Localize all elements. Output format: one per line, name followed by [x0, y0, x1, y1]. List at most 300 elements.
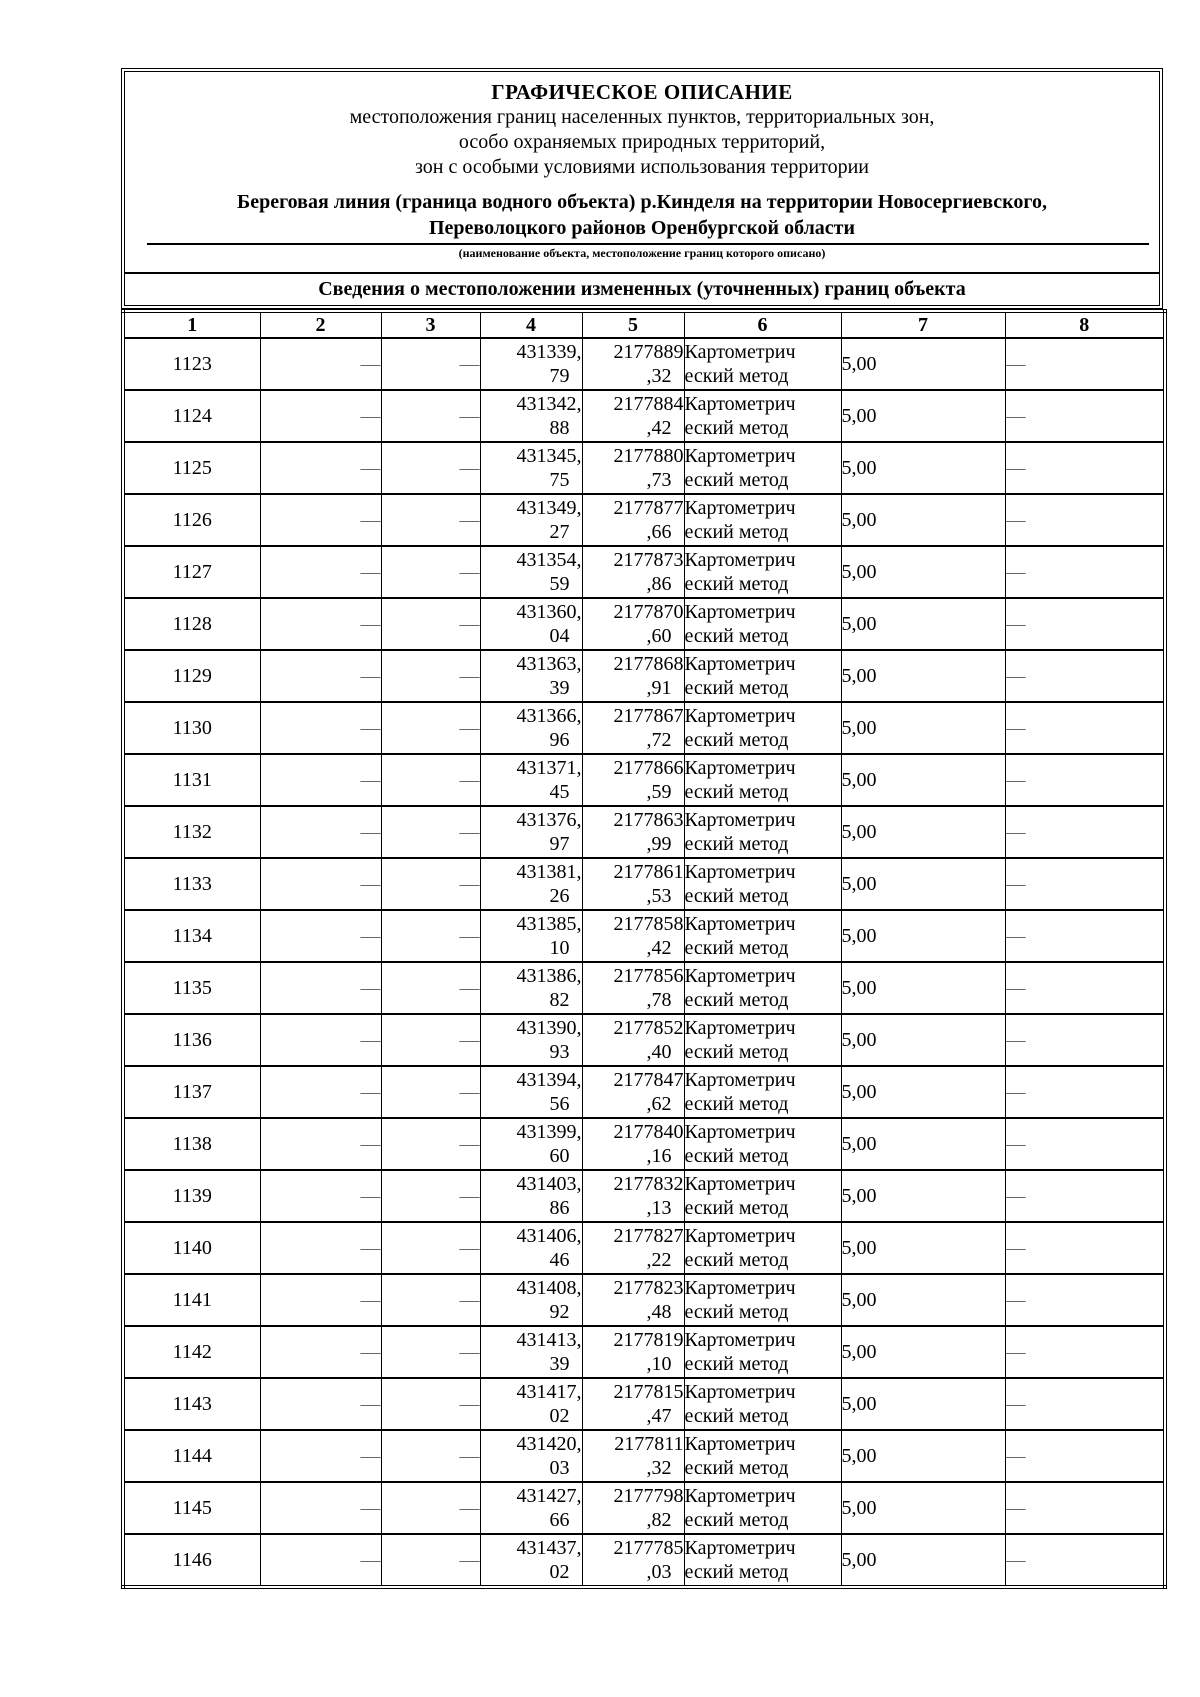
empty-dash-cell: — [1005, 754, 1165, 806]
method-cell [684, 910, 841, 962]
method-line1: Картометрич [684, 1277, 796, 1299]
x-coordinate-line2: 04 [549, 625, 570, 647]
method-cell [684, 546, 841, 598]
y-coordinate-line1: 2177852 [613, 1017, 684, 1039]
x-coordinate-line2: 86 [549, 1197, 570, 1219]
x-coordinate-cell [480, 1274, 582, 1326]
column-number-header: 4 [480, 311, 582, 338]
method-cell [684, 338, 841, 390]
empty-dash-cell: — [381, 1170, 480, 1222]
empty-dash-cell: — [260, 754, 381, 806]
method-cell [684, 390, 841, 442]
y-coordinate-cell [582, 442, 684, 494]
y-coordinate-cell [582, 1274, 684, 1326]
x-coordinate-line1: 431390, [516, 1017, 582, 1039]
point-number-cell: 1133 [123, 858, 260, 910]
point-number-cell: 1138 [123, 1118, 260, 1170]
y-coordinate-cell [582, 1066, 684, 1118]
y-coordinate-cell [582, 494, 684, 546]
column-number-row [123, 311, 1165, 338]
subtitle-line: зон с особыми условиями использования территории [414, 156, 870, 178]
table-body [123, 338, 1165, 1587]
point-number-cell: 1125 [123, 442, 260, 494]
method-cell [684, 1170, 841, 1222]
empty-dash-cell: — [260, 702, 381, 754]
y-coordinate-line1: 2177815 [613, 1381, 684, 1403]
header-frame [121, 68, 1163, 309]
x-coordinate-cell [480, 338, 582, 390]
subtitle-line: особо охраняемых природных территорий, [458, 131, 826, 153]
empty-dash-cell: — [260, 338, 381, 390]
y-coordinate-line2: ,47 [646, 1405, 672, 1427]
method-line1: Картометрич [684, 1069, 796, 1091]
empty-dash-cell: — [260, 962, 381, 1014]
empty-dash-cell: — [1005, 962, 1165, 1014]
empty-dash-cell: — [1005, 1482, 1165, 1534]
x-coordinate-cell [480, 650, 582, 702]
x-coordinate-line2: 46 [549, 1249, 570, 1271]
x-coordinate-line1: 431339, [516, 341, 582, 363]
x-coordinate-cell [480, 910, 582, 962]
table-row [123, 910, 1165, 962]
empty-dash-cell: — [1005, 1326, 1165, 1378]
accuracy-cell: 5,00 [841, 1014, 1005, 1066]
method-line1: Картометрич [684, 1173, 796, 1195]
y-coordinate-line2: ,53 [646, 885, 672, 907]
method-line2: еский метод [684, 1093, 789, 1115]
table-row [123, 1066, 1165, 1118]
y-coordinate-line1: 2177847 [613, 1069, 684, 1091]
y-coordinate-cell [582, 1014, 684, 1066]
method-line2: еский метод [684, 1145, 789, 1167]
table-row [123, 1014, 1165, 1066]
x-coordinate-cell [480, 1482, 582, 1534]
x-coordinate-line1: 431408, [516, 1277, 582, 1299]
table-row [123, 1170, 1165, 1222]
y-coordinate-line2: ,32 [646, 1457, 672, 1479]
method-line2: еский метод [684, 1405, 789, 1427]
empty-dash-cell: — [260, 390, 381, 442]
method-line2: еский метод [684, 885, 789, 907]
x-coordinate-line1: 431394, [516, 1069, 582, 1091]
method-line1: Картометрич [684, 1433, 796, 1455]
x-coordinate-line2: 97 [549, 833, 570, 855]
y-coordinate-line1: 2177823 [613, 1277, 684, 1299]
table-row [123, 858, 1165, 910]
point-number-cell: 1137 [123, 1066, 260, 1118]
empty-dash-cell: — [381, 546, 480, 598]
x-coordinate-line1: 431354, [516, 549, 582, 571]
y-coordinate-line1: 2177870 [613, 601, 684, 623]
y-coordinate-line2: ,03 [646, 1561, 672, 1583]
accuracy-cell: 5,00 [841, 650, 1005, 702]
empty-dash-cell: — [381, 1430, 480, 1482]
method-line2: еский метод [684, 1301, 789, 1323]
empty-dash-cell: — [260, 858, 381, 910]
y-coordinate-line1: 2177856 [613, 965, 684, 987]
x-coordinate-line2: 75 [549, 469, 570, 491]
table-row [123, 1222, 1165, 1274]
empty-dash-cell: — [381, 442, 480, 494]
y-coordinate-line2: ,40 [646, 1041, 672, 1063]
y-coordinate-line1: 2177880 [613, 445, 684, 467]
point-number-cell: 1134 [123, 910, 260, 962]
column-number-header: 1 [123, 311, 260, 338]
x-coordinate-line1: 431376, [516, 809, 582, 831]
empty-dash-cell: — [381, 1482, 480, 1534]
y-coordinate-line1: 2177858 [613, 913, 684, 935]
empty-dash-cell: — [381, 1534, 480, 1587]
object-name-line: Береговая линия (граница водного объекта) р.Кинделя на территории Новосергиевского, [237, 191, 1047, 213]
empty-dash-cell: — [1005, 494, 1165, 546]
method-cell [684, 1066, 841, 1118]
x-coordinate-line2: 93 [549, 1041, 570, 1063]
x-coordinate-cell [480, 1066, 582, 1118]
y-coordinate-line2: ,42 [646, 937, 672, 959]
point-number-cell: 1140 [123, 1222, 260, 1274]
y-coordinate-line1: 2177827 [613, 1225, 684, 1247]
y-coordinate-line2: ,13 [646, 1197, 672, 1219]
x-coordinate-line1: 431342, [516, 393, 582, 415]
y-coordinate-line2: ,10 [646, 1353, 672, 1375]
empty-dash-cell: — [260, 1326, 381, 1378]
y-coordinate-line2: ,22 [646, 1249, 672, 1271]
table-row [123, 962, 1165, 1014]
y-coordinate-cell [582, 1222, 684, 1274]
accuracy-cell: 5,00 [841, 338, 1005, 390]
object-name-caption: (наименование объекта, местоположение границ которого описано) [458, 246, 826, 260]
y-coordinate-line2: ,32 [646, 365, 672, 387]
y-coordinate-line1: 2177868 [613, 653, 684, 675]
object-name-line: Переволоцкого районов Оренбургской области [428, 217, 856, 239]
y-coordinate-line2: ,86 [646, 573, 672, 595]
table-header [123, 311, 1165, 338]
y-coordinate-line1: 2177877 [613, 497, 684, 519]
method-line1: Картометрич [684, 965, 796, 987]
x-coordinate-line1: 431406, [516, 1225, 582, 1247]
point-number-cell: 1128 [123, 598, 260, 650]
empty-dash-cell: — [1005, 546, 1165, 598]
empty-dash-cell: — [260, 910, 381, 962]
y-coordinate-cell [582, 1482, 684, 1534]
empty-dash-cell: — [260, 1430, 381, 1482]
y-coordinate-line1: 2177832 [613, 1173, 684, 1195]
empty-dash-cell: — [260, 1378, 381, 1430]
x-coordinate-line1: 431399, [516, 1121, 582, 1143]
x-coordinate-line2: 10 [549, 937, 570, 959]
accuracy-cell: 5,00 [841, 1274, 1005, 1326]
empty-dash-cell: — [1005, 1430, 1165, 1482]
y-coordinate-cell [582, 858, 684, 910]
method-cell [684, 754, 841, 806]
y-coordinate-line1: 2177889 [613, 341, 684, 363]
empty-dash-cell: — [381, 858, 480, 910]
point-number-cell: 1129 [123, 650, 260, 702]
object-name-underline [147, 243, 1149, 245]
column-number-header: 5 [582, 311, 684, 338]
x-coordinate-line2: 96 [549, 729, 570, 751]
method-line2: еский метод [684, 1561, 789, 1583]
method-cell [684, 494, 841, 546]
point-number-cell: 1135 [123, 962, 260, 1014]
point-number-cell: 1142 [123, 1326, 260, 1378]
y-coordinate-line1: 2177798 [613, 1485, 684, 1507]
empty-dash-cell: — [1005, 1170, 1165, 1222]
accuracy-cell: 5,00 [841, 1118, 1005, 1170]
x-coordinate-line2: 66 [549, 1509, 570, 1531]
x-coordinate-line1: 431349, [516, 497, 582, 519]
method-cell [684, 1274, 841, 1326]
table-row [123, 494, 1165, 546]
y-coordinate-line2: ,72 [646, 729, 672, 751]
table-row [123, 390, 1165, 442]
empty-dash-cell: — [260, 1222, 381, 1274]
accuracy-cell: 5,00 [841, 1378, 1005, 1430]
accuracy-cell: 5,00 [841, 806, 1005, 858]
empty-dash-cell: — [381, 1274, 480, 1326]
y-coordinate-line1: 2177873 [613, 549, 684, 571]
empty-dash-cell: — [381, 702, 480, 754]
x-coordinate-line2: 79 [549, 365, 570, 387]
x-coordinate-cell [480, 1014, 582, 1066]
y-coordinate-cell [582, 806, 684, 858]
y-coordinate-line1: 2177884 [613, 393, 684, 415]
empty-dash-cell: — [260, 650, 381, 702]
method-line1: Картометрич [684, 1121, 796, 1143]
y-coordinate-line2: ,59 [646, 781, 672, 803]
x-coordinate-cell [480, 546, 582, 598]
point-number-cell: 1132 [123, 806, 260, 858]
empty-dash-cell: — [381, 338, 480, 390]
x-coordinate-cell [480, 598, 582, 650]
accuracy-cell: 5,00 [841, 1534, 1005, 1587]
y-coordinate-cell [582, 1170, 684, 1222]
method-line2: еский метод [684, 1249, 789, 1271]
y-coordinate-line1: 2177863 [613, 809, 684, 831]
column-number-header: 7 [841, 311, 1005, 338]
x-coordinate-line1: 431371, [516, 757, 582, 779]
subtitle-line: местоположения границ населенных пунктов, территориальных зон, [349, 106, 935, 128]
method-line2: еский метод [684, 1197, 789, 1219]
x-coordinate-line1: 431427, [516, 1485, 582, 1507]
empty-dash-cell: — [1005, 390, 1165, 442]
empty-dash-cell: — [381, 910, 480, 962]
empty-dash-cell: — [381, 494, 480, 546]
method-cell [684, 1326, 841, 1378]
x-coordinate-line2: 60 [549, 1145, 570, 1167]
accuracy-cell: 5,00 [841, 1482, 1005, 1534]
method-line2: еский метод [684, 573, 789, 595]
point-number-cell: 1126 [123, 494, 260, 546]
document-title: ГРАФИЧЕСКОЕ ОПИСАНИЕ [491, 80, 793, 104]
method-cell [684, 1534, 841, 1587]
empty-dash-cell: — [260, 494, 381, 546]
y-coordinate-cell [582, 962, 684, 1014]
x-coordinate-line2: 92 [549, 1301, 570, 1323]
y-coordinate-line2: ,91 [646, 677, 672, 699]
accuracy-cell: 5,00 [841, 598, 1005, 650]
method-line1: Картометрич [684, 1537, 796, 1559]
x-coordinate-line1: 431437, [516, 1537, 582, 1559]
x-coordinate-cell [480, 1326, 582, 1378]
x-coordinate-cell [480, 442, 582, 494]
empty-dash-cell: — [381, 650, 480, 702]
column-number-header: 2 [260, 311, 381, 338]
empty-dash-cell: — [1005, 1118, 1165, 1170]
method-cell [684, 858, 841, 910]
y-coordinate-cell [582, 754, 684, 806]
table-row [123, 546, 1165, 598]
y-coordinate-line1: 2177819 [613, 1329, 684, 1351]
empty-dash-cell: — [381, 962, 480, 1014]
x-coordinate-line1: 431386, [516, 965, 582, 987]
x-coordinate-line1: 431413, [516, 1329, 582, 1351]
point-number-cell: 1127 [123, 546, 260, 598]
method-cell [684, 1482, 841, 1534]
method-line1: Картометрич [684, 1017, 796, 1039]
x-coordinate-line1: 431417, [516, 1381, 582, 1403]
method-line1: Картометрич [684, 445, 796, 467]
empty-dash-cell: — [381, 1222, 480, 1274]
y-coordinate-line2: ,78 [646, 989, 672, 1011]
point-number-cell: 1145 [123, 1482, 260, 1534]
method-cell [684, 1430, 841, 1482]
method-line2: еский метод [684, 729, 789, 751]
section-title: Сведения о местоположении измененных (уточненных) границ объекта [125, 272, 1159, 305]
empty-dash-cell: — [381, 806, 480, 858]
method-cell [684, 650, 841, 702]
accuracy-cell: 5,00 [841, 858, 1005, 910]
x-coordinate-line1: 431363, [516, 653, 582, 675]
method-cell [684, 598, 841, 650]
y-coordinate-cell [582, 702, 684, 754]
point-number-cell: 1124 [123, 390, 260, 442]
point-number-cell: 1136 [123, 1014, 260, 1066]
y-coordinate-cell [582, 1326, 684, 1378]
y-coordinate-line2: ,48 [646, 1301, 672, 1323]
point-number-cell: 1123 [123, 338, 260, 390]
table-row [123, 806, 1165, 858]
y-coordinate-line1: 2177866 [613, 757, 684, 779]
x-coordinate-line2: 02 [549, 1405, 570, 1427]
empty-dash-cell: — [260, 1482, 381, 1534]
x-coordinate-cell [480, 390, 582, 442]
accuracy-cell: 5,00 [841, 754, 1005, 806]
method-line2: еский метод [684, 417, 789, 439]
method-cell [684, 442, 841, 494]
method-line2: еский метод [684, 989, 789, 1011]
empty-dash-cell: — [381, 1378, 480, 1430]
y-coordinate-cell [582, 1430, 684, 1482]
x-coordinate-line1: 431403, [516, 1173, 582, 1195]
x-coordinate-line2: 59 [549, 573, 570, 595]
x-coordinate-cell [480, 1222, 582, 1274]
method-cell [684, 806, 841, 858]
empty-dash-cell: — [260, 442, 381, 494]
empty-dash-cell: — [1005, 858, 1165, 910]
y-coordinate-line1: 2177861 [613, 861, 684, 883]
x-coordinate-line1: 431345, [516, 445, 582, 467]
accuracy-cell: 5,00 [841, 1430, 1005, 1482]
point-number-cell: 1144 [123, 1430, 260, 1482]
x-coordinate-cell [480, 1378, 582, 1430]
y-coordinate-line2: ,42 [646, 417, 672, 439]
table-row [123, 1326, 1165, 1378]
method-line2: еский метод [684, 469, 789, 491]
x-coordinate-line1: 431381, [516, 861, 582, 883]
accuracy-cell: 5,00 [841, 1170, 1005, 1222]
method-line2: еский метод [684, 833, 789, 855]
method-line1: Картометрич [684, 1225, 796, 1247]
x-coordinate-line2: 02 [549, 1561, 570, 1583]
empty-dash-cell: — [381, 598, 480, 650]
x-coordinate-line2: 56 [549, 1093, 570, 1115]
method-line1: Картометрич [684, 1329, 796, 1351]
y-coordinate-line2: ,60 [646, 625, 672, 647]
method-cell [684, 1222, 841, 1274]
empty-dash-cell: — [260, 1274, 381, 1326]
x-coordinate-cell [480, 754, 582, 806]
y-coordinate-cell [582, 1378, 684, 1430]
y-coordinate-line2: ,82 [646, 1509, 672, 1531]
empty-dash-cell: — [1005, 910, 1165, 962]
empty-dash-cell: — [260, 598, 381, 650]
table-row [123, 702, 1165, 754]
point-number-cell: 1131 [123, 754, 260, 806]
method-line1: Картометрич [684, 757, 796, 779]
y-coordinate-cell [582, 910, 684, 962]
empty-dash-cell: — [381, 1326, 480, 1378]
column-number-header: 3 [381, 311, 480, 338]
method-line2: еский метод [684, 1353, 789, 1375]
method-line1: Картометрич [684, 809, 796, 831]
method-line1: Картометрич [684, 705, 796, 727]
y-coordinate-line2: ,73 [646, 469, 672, 491]
table-row [123, 1534, 1165, 1587]
x-coordinate-line1: 431360, [516, 601, 582, 623]
coordinates-table [121, 309, 1167, 1589]
empty-dash-cell: — [1005, 1066, 1165, 1118]
method-line1: Картометрич [684, 653, 796, 675]
method-cell [684, 962, 841, 1014]
table-row [123, 1482, 1165, 1534]
empty-dash-cell: — [381, 1014, 480, 1066]
method-line2: еский метод [684, 937, 789, 959]
empty-dash-cell: — [260, 1118, 381, 1170]
table-row [123, 1430, 1165, 1482]
empty-dash-cell: — [260, 1014, 381, 1066]
x-coordinate-cell [480, 494, 582, 546]
accuracy-cell: 5,00 [841, 390, 1005, 442]
table-row [123, 1378, 1165, 1430]
y-coordinate-line1: 2177811 [614, 1433, 684, 1455]
method-cell [684, 1378, 841, 1430]
empty-dash-cell: — [260, 806, 381, 858]
x-coordinate-cell [480, 858, 582, 910]
empty-dash-cell: — [381, 754, 480, 806]
method-line1: Картометрич [684, 861, 796, 883]
accuracy-cell: 5,00 [841, 1222, 1005, 1274]
y-coordinate-line2: ,99 [646, 833, 672, 855]
x-coordinate-line2: 26 [549, 885, 570, 907]
x-coordinate-line2: 03 [549, 1457, 570, 1479]
y-coordinate-cell [582, 1118, 684, 1170]
y-coordinate-cell [582, 338, 684, 390]
x-coordinate-line2: 88 [549, 417, 570, 439]
column-number-header: 8 [1005, 311, 1165, 338]
accuracy-cell: 5,00 [841, 962, 1005, 1014]
empty-dash-cell: — [260, 1066, 381, 1118]
